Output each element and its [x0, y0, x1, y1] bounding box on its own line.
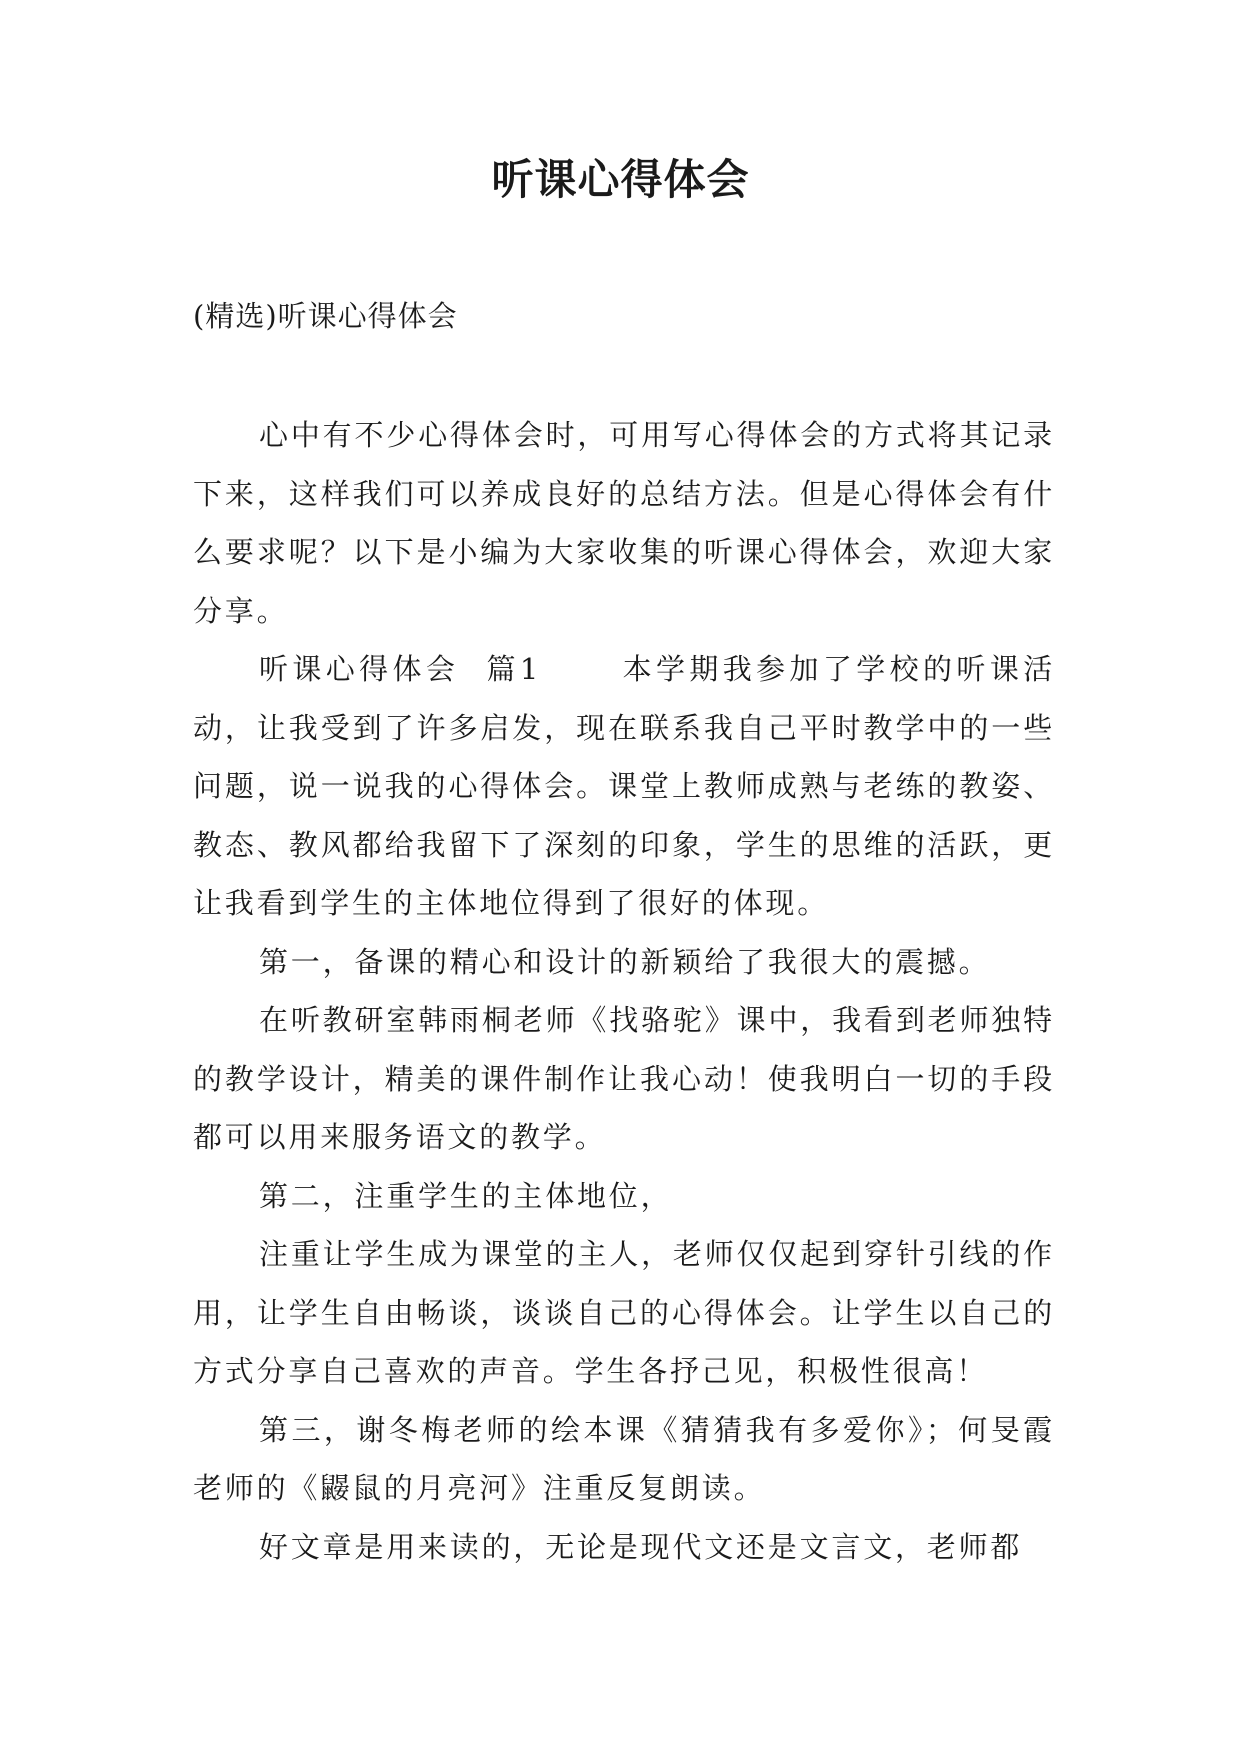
paragraph-intro: 心中有不少心得体会时，可用写心得体会的方式将其记录下来，这样我们可以养成良好的总结方法。但是心得体会有什么要求呢？以下是小编为大家收集的听课心得体会，欢迎大家分享。 — [193, 418, 1055, 628]
paragraph-point-1-detail: 在听教研室韩雨桐老师《找骆驼》课中，我看到老师独特的教学设计，精美的课件制作让我心动！使我明白一切的手段都可以用来服务语文的教学。 — [193, 1003, 1055, 1154]
document-body — [193, 406, 1055, 1576]
paragraph-section-1: 听课心得体会 篇1 本学期我参加了学校的听课活动，让我受到了许多启发，现在联系我自己平时教学中的一些问题，说一说我的心得体会。课堂上教师成熟与老练的教姿、教态、教风都给我留下了深刻的印象，学生的思维的活跃，更让我看到学生的主体地位得到了很好的体现。 — [193, 652, 1055, 920]
document-title: 听课心得体会 — [491, 155, 750, 204]
document-subtitle: (精选)听课心得体会 — [193, 299, 458, 333]
paragraph-point-2-detail: 注重让学生成为课堂的主人，老师仅仅起到穿针引线的作用，让学生自由畅谈，谈谈自己的心得体会。让学生以自己的方式分享自己喜欢的声音。学生各抒己见，积极性很高！ — [193, 1237, 1055, 1388]
paragraph-point-3-detail: 好文章是用来读的，无论是现代文还是文言文，老师都 — [259, 1529, 1023, 1564]
paragraph-point-1: 第一，备课的精心和设计的新颖给了我很大的震撼。 — [259, 944, 991, 979]
paragraph-point-3: 第三，谢冬梅老师的绘本课《猜猜我有多爱你》；何旻霞老师的《鼹鼠的月亮河》注重反复朗读。 — [193, 1412, 1055, 1505]
paragraph-point-2: 第二，注重学生的主体地位， — [259, 1178, 673, 1213]
